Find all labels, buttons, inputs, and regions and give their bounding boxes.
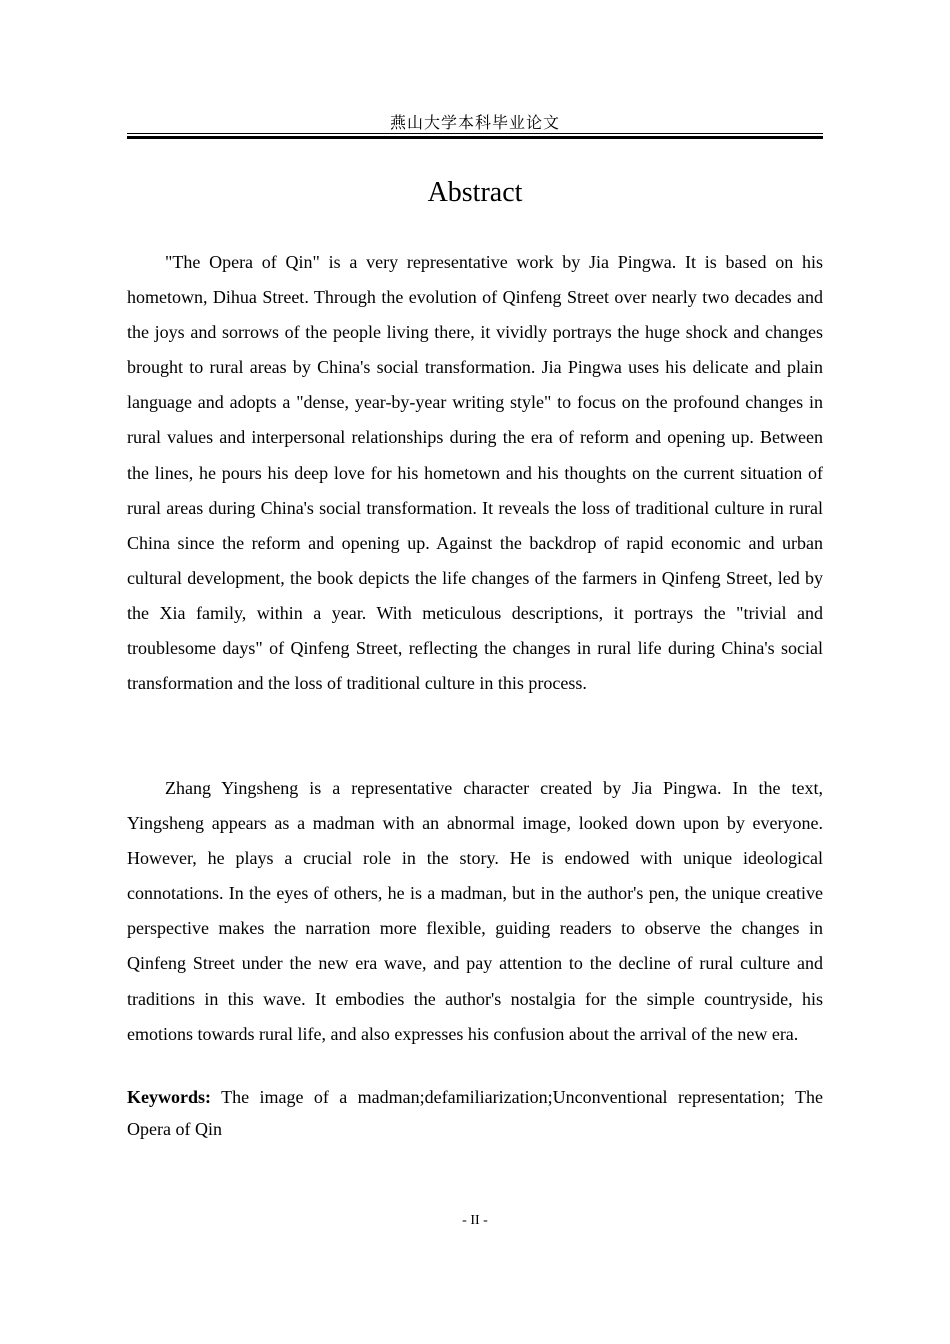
keywords-line (127, 1081, 823, 1145)
abstract-paragraph-2: Zhang Yingsheng is a representative character created by Jia Pingwa. In the text, Yingsheng appears as a madman with an abnormal image, looked down upon by everyone. However, he plays a crucial role in the story. He is endowed with unique ideological connotations. In the eyes of others, he is a madman, but in the author's pen, the unique creative perspective makes the narration more flexible, guiding readers to observe the changes in Qinfeng Street under the new era wave, and pay attention to the decline of rural culture and traditions in this wave. It embodies the author's nostalgia for the simple countryside, his emotions towards rural life, and also expresses his confusion about the arrival of the new era. (127, 778, 823, 1044)
abstract-title: Abstract (427, 177, 523, 208)
keywords-label: Keywords: (127, 1087, 211, 1107)
abstract-paragraph-1: "The Opera of Qin" is a very representative work by Jia Pingwa. It is based on his hometown, Dihua Street. Through the evolution of Qinfeng Street over nearly two decades and the joys and sorrows of the people living there, it vividly portrays the huge shock and changes brought to rural areas by China's social transformation. Jia Pingwa uses his delicate and plain language and adopts a "dense, year-by-year writing style" to focus on the profound changes in rural values and interpersonal relationships during the era of reform and opening up. Between the lines, he pours his deep love for his hometown and his thoughts on the current situation of rural areas during China's social transformation. It reveals the loss of traditional culture in rural China since the reform and opening up. Against the backdrop of rapid economic and urban cultural development, the book depicts the life changes of the farmers in Qinfeng Street, led by the Xia family, within a year. With meticulous descriptions, it portrays the "trivial and troublesome days" of Qinfeng Street, reflecting the changes in rural life during China's social transformation and the loss of traditional culture in this process. (127, 252, 823, 694)
running-header: 燕山大学本科毕业论文 (389, 115, 560, 132)
header-rule-thick (127, 136, 823, 139)
page-number: - II - (462, 1213, 488, 1228)
keywords-text: The image of a madman;defamiliarization;Unconventional representation; The Opera of Qin (127, 1087, 823, 1139)
header-rule-thin (127, 133, 823, 134)
